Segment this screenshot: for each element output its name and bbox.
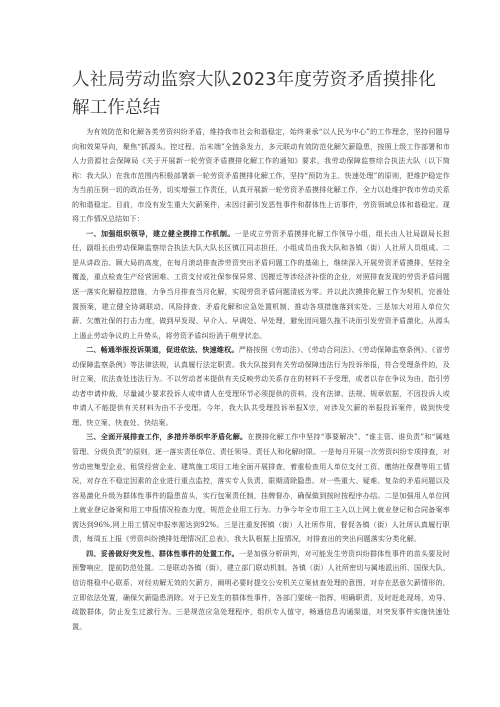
section-paragraph-3: [72, 430, 450, 546]
section-paragraph-4: [72, 547, 450, 634]
section-text-2: 严格按照《劳动法》、《劳动合同法》、《劳动保障监察条例》、《省劳动保障监察条例》等法律法规，认真履行法定职责。我大队接到有关劳动保障违法行为投诉举报，符合受理条件的，及时立案，依法查处违法行为。不以劳动者未提供有关反映劳动关系存在的材料不予受理，或者以存在争议为由，指引劳动者申请仲裁，尽量减少要求投诉人或申请人在受理环节必须提供的资料，没有法律、法规、规章依据，不因投诉人或申请人不能提供有关材料为由不予受理。今年，我大队共受理投诉举报X宗，对涉及欠薪的举报投诉案件，做到快受理、快立案、快查处、快结案。: [72, 345, 450, 427]
document-body: [72, 125, 450, 634]
section-heading-2: 二、畅通举报投诉渠道，促进依法、快速维权。: [86, 345, 239, 355]
section-heading-1: 一、加强组织领导，建立健全摸排工作机制。: [86, 228, 235, 238]
section-text-3: 在摸排化解工作中坚持“事要解决”、“谁主管、谁负责”和“属地管理、分级负责”的原则，逐一落实责任单位、责任领导、责任人和化解时限。一是每月开展一次劳资纠纷专项排查，对劳动密集型企业、租赁经营企业、建筑施工项目工地全面开展排查，着重检查用人单位支付工资、缴纳社保费等用工情况，对存在不稳定因素的企业进行重点监控，落实专人负责，限期清除隐患。对一些重大、疑难、复杂的矛盾问题以及容易激化升级为群体性事件的隐患苗头，实行包案责任制，挂牌督办，确保做到按时按程序办结。二是加强用人单位网上就业登记备案和用工申报情况检查力度，规范企业用工行为。力争今年全市用工主入以上网上就业登记和合同备案率需达到96%,网上用工情况申报率需达到92%。三是注重发挥镇（街）人社所作用，督促各镇（街）人社所认真履行职责，每周五上报《劳资纠纷摸排处理情况汇总表》，我大队根据上报情况，对排查出的突出问题落实分类化解。: [72, 432, 451, 544]
section-heading-3: 三、全面开展排查工作，多措并举织牢矛盾化解。: [86, 432, 248, 442]
intro-paragraph: 为有效防范和化解各类劳资纠纷矛盾，维持我市社会和谐稳定，始终秉承“以人民为中心”的工作理念，坚持问题导向和效果导向，聚焦“抓源头、控过程、治末端”全链条发力，多元联动有效防范化解欠薪隐患，按照上级工作部署和市人力资源社会保障局《关于开展新一轮劳资矛盾摸排化解工作的通知》要求，我劳动保障监察综合执法大队（以下简称：我大队）在我市范围内积极部署新一轮劳资矛盾摸排化解工作，坚持“预防为主、快速处理”的原则，把维护稳定作为当前压倒一切的政治任务，切实增强工作责任，认真开展新一轮劳资矛盾摸排化解工作，全力以赴维护我市劳动关系的和谐稳定。目前，市没有发生重大欠薪案件，未因讨薪引发恶性事件和群体性上访事件，劳资领域总体和谐稳定。现将工作情况总结如下：: [72, 127, 450, 224]
section-text-1: 一是成立劳资矛盾摸排化解工作领导小组，组长由人社局副局长担任，副组长由劳动保障监察综合执法大队大队长区镇江同志担任，小组成员由我大队和各镇（街）人社所人员组成。二是从讲政治、顾大局的高度，在每月滚动排查涉劳资突出矛盾问题工作的基础上，继续深入开展劳资矛盾摸排，坚持全覆盖，重点检查生产经营困难、工资支付或社保参保异常、因搬迁等涉经济补偿的企业，对照排查发现的劳资矛盾问题逐一落实化解稳控措施，力争当月排查当月化解，实现劳资矛盾问题清底为零。并以此次摸排化解工作为契机，完善处置预案，建立健全协调联动、风险排查、矛盾化解和应急处置机制，推动各项措施落到实处。三是加大对用人单位欠薪、欠缴社保的打击力度，做到早发现、早介入、早调处、早处理，避免因问题久拖不决而引发劳资矛盾激化，从源头上遏止劳动争议的上升势头，将劳资矛盾纠纷消于萌芽状态。: [72, 228, 450, 340]
section-paragraph-1: [72, 227, 450, 343]
section-text-4: 一是加强分析研判，对可能发生劳资纠纷群体性事件的苗头要及时预警响应，提前防范处置。二是联动各镇（街），建立部门联动机制。各镇（街）人社所密切与属地派出所、国保大队、信访维稳中心联系，对经劝解无效的欠薪方，阐明必要时提交公安机关立案侦查处理的意图，对存在恶意欠薪情形的，立即依法处置，确保欠薪隐患消除。对于已发生的群体性事件，各部门要统一指挥，明确职责，及时赶赴现场，劝导、疏散群体，防止发生过激行为。三是规范应急处理程序，组织专人值守，畅通信息沟通渠道，对突发事件实施快速处置。: [72, 548, 450, 631]
section-heading-4: 四、妥善做好突发性、群体性事件的处置工作。: [86, 548, 239, 558]
document-title: 人社局劳动监察大队2023年度劳资矛盾摸排化解工作总结: [72, 70, 436, 118]
section-paragraph-2: [72, 343, 450, 430]
